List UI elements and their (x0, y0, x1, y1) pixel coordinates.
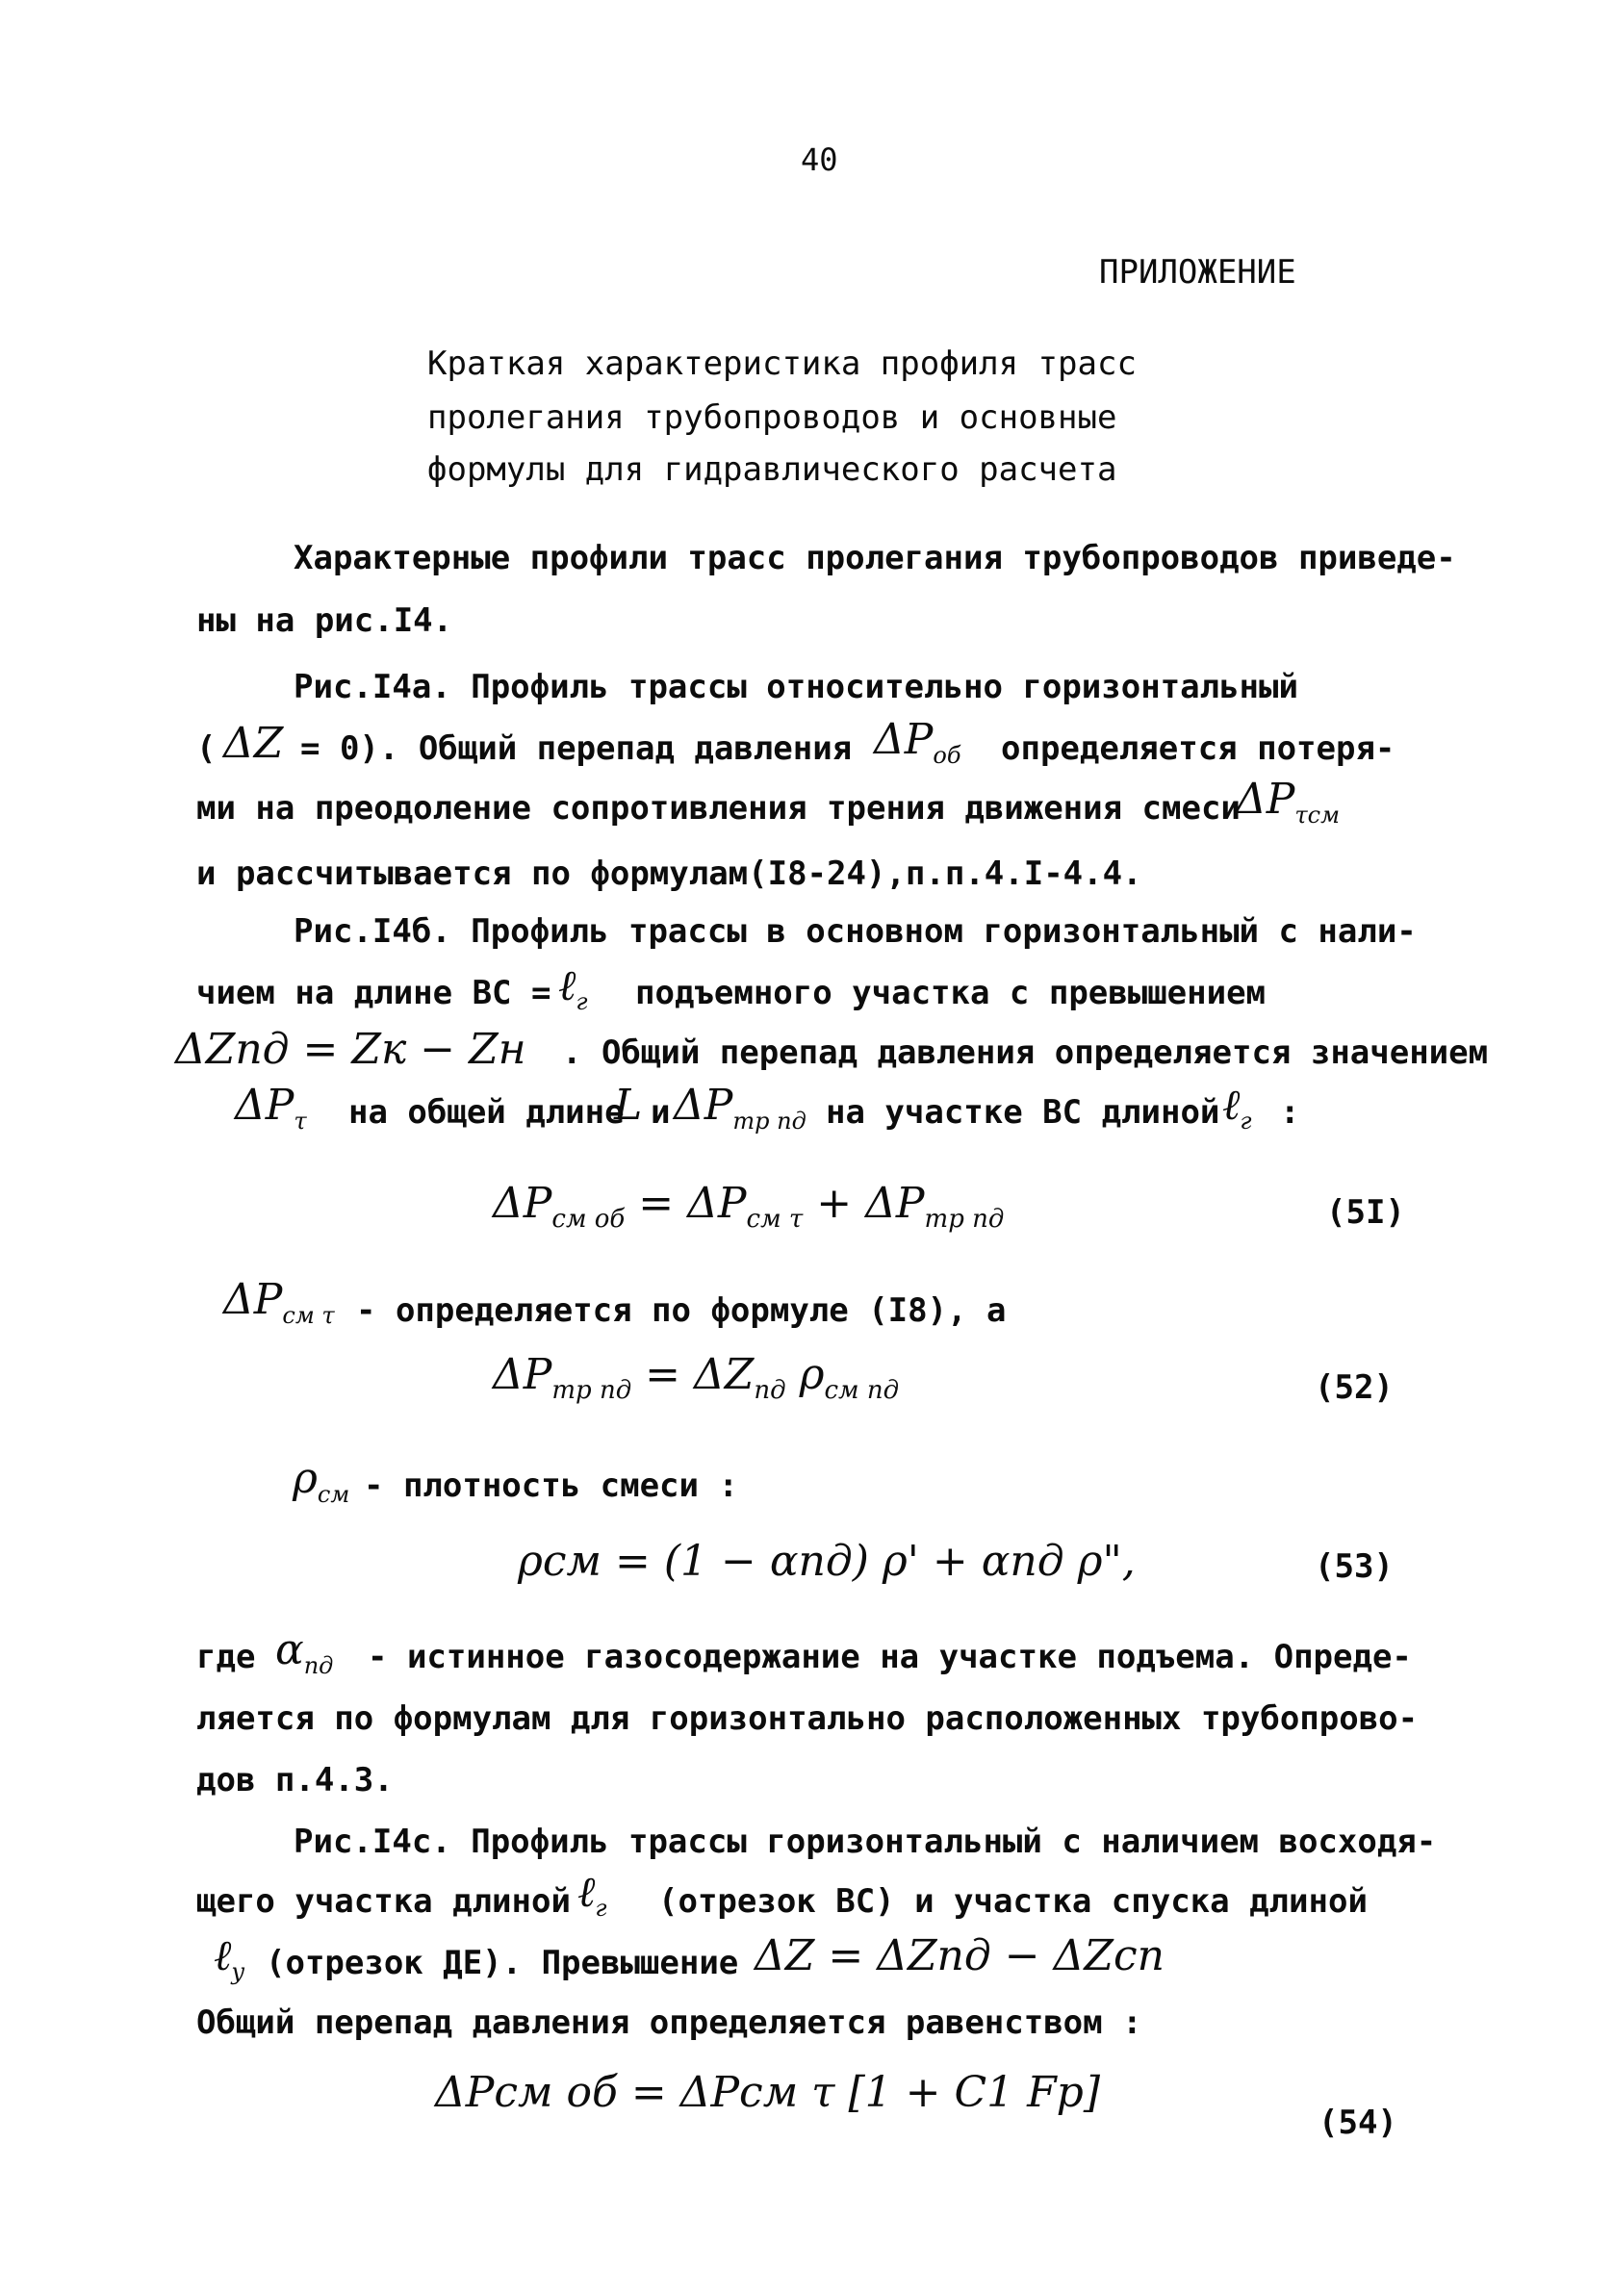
delta-p-tau-symbol-2: $\Delta P_\tau$ (235, 1081, 307, 1135)
length-lg-symbol-3: ℓ$_г$ (577, 1868, 607, 1922)
p4-line-1-a: где (196, 1638, 256, 1676)
equation-51-number: (5I) (1326, 1193, 1405, 1232)
delta-p-trpd-symbol: $\Delta P_{тр пд}$ (674, 1081, 806, 1135)
density-line-text: - плотность смеси : (364, 1467, 738, 1505)
paragraph-1-line-2: ны на рис.I4. (196, 601, 453, 640)
length-lg-symbol-2: ℓ$_г$ (1222, 1081, 1252, 1135)
heading-line-1: Краткая характеристика профиля трасс (427, 344, 1137, 383)
p3-line-2-b: подъемного участка с превышением (635, 974, 1267, 1012)
delta-z-difference-formula: ΔZ = ΔZпд − ΔZсп (755, 1931, 1165, 1980)
equation-54: ΔPсм об = ΔPсм τ [1 + C1 Fp] (435, 2068, 1101, 2117)
line-after-51-text: - определяется по формуле (I8), а (356, 1291, 1007, 1330)
p3-line-1: Рис.I4б. Профиль трассы в основном горизонтальный с нали- (294, 912, 1417, 951)
p3-line-4-a: на общей длине (348, 1093, 625, 1132)
p2-line-4: и рассчитывается по формулам(I8-24),п.п.4.I-4.4. (196, 855, 1142, 893)
equation-52-number: (52) (1315, 1368, 1394, 1407)
equation-51: $\Delta P_{см об} = \Delta P_{см \tau} + \Delta P_{тр пд}$ (493, 1179, 1005, 1234)
p3-line-3-b: . Общий перепад давления определяется значением (562, 1033, 1489, 1072)
equation-53: ρсм = (1 − αпд) ρ' + αпд ρ", (518, 1537, 1136, 1586)
p2-line-1: Рис.I4а. Профиль трассы относительно горизонтальный (294, 668, 1298, 706)
length-ly-symbol: ℓ$_у$ (214, 1931, 245, 1985)
p4-line-3: дов п.4.3. (196, 1761, 394, 1799)
p5-line-4: Общий перепад давления определяется равенством : (196, 2003, 1142, 2042)
p3-line-4-d: : (1280, 1093, 1300, 1132)
p5-line-3-a: (отрезок ДЕ). Превышение (266, 1944, 739, 1982)
equation-52: $\Delta P_{тр пд} = \Delta Z_{пд}$ $\rho_{см пд}$ (493, 1350, 900, 1405)
delta-z-symbol: ΔZ (223, 719, 284, 768)
alpha-pd-symbol: $\alpha_{пд}$ (275, 1625, 334, 1679)
p2-line-2-c: определяется потеря- (1001, 729, 1395, 768)
equation-54-number: (54) (1319, 2104, 1397, 2142)
length-L-symbol: L (614, 1081, 643, 1130)
page-number: 40 (801, 141, 838, 178)
delta-p-ob-symbol: $\Delta P_{об}$ (874, 715, 961, 769)
heading-line-2: пролегания трубопроводов и основные (427, 398, 1117, 437)
appendix-label: ПРИЛОЖЕНИЕ (1099, 253, 1296, 292)
p2-line-2-a: ( (196, 729, 217, 768)
p3-line-4-c: на участке ВС длиной (826, 1093, 1220, 1132)
p2-line-2-b: = 0). Общий перепад давления (300, 729, 853, 768)
delta-p-tau-symbol: $\Delta P_{\tau см}$ (1236, 775, 1341, 829)
delta-p-sm-tau-symbol: $\Delta P_{см \tau}$ (223, 1275, 335, 1329)
p3-line-2-a: чием на длине ВС = (196, 974, 551, 1012)
length-lg-symbol: ℓ$_г$ (558, 961, 588, 1015)
p5-line-1: Рис.I4с. Профиль трассы горизонтальный с наличием восходя- (294, 1823, 1437, 1861)
p5-line-2-b: (отрезок ВС) и участка спуска длиной (658, 1882, 1368, 1921)
paragraph-1-line-1: Характерные профили трасс пролегания трубопроводов приведе- (294, 539, 1456, 577)
p4-line-2: ляется по формулам для горизонтально расположенных трубопрово- (196, 1699, 1419, 1738)
p2-line-3: ми на преодоление сопротивления трения движения смеси (196, 789, 1241, 828)
p3-line-4-b: и (651, 1093, 671, 1132)
heading-line-3: формулы для гидравлического расчета (427, 450, 1117, 489)
p4-line-1-b: - истинное газосодержание на участке подъема. Опреде- (368, 1638, 1412, 1676)
p5-line-2-a: щего участка длиной (196, 1882, 571, 1921)
rho-sm-symbol: $\rho_{см}$ (293, 1454, 350, 1508)
delta-z-pd-formula: ΔZпд = Zк − Zн (175, 1025, 526, 1074)
equation-53-number: (53) (1315, 1547, 1394, 1586)
